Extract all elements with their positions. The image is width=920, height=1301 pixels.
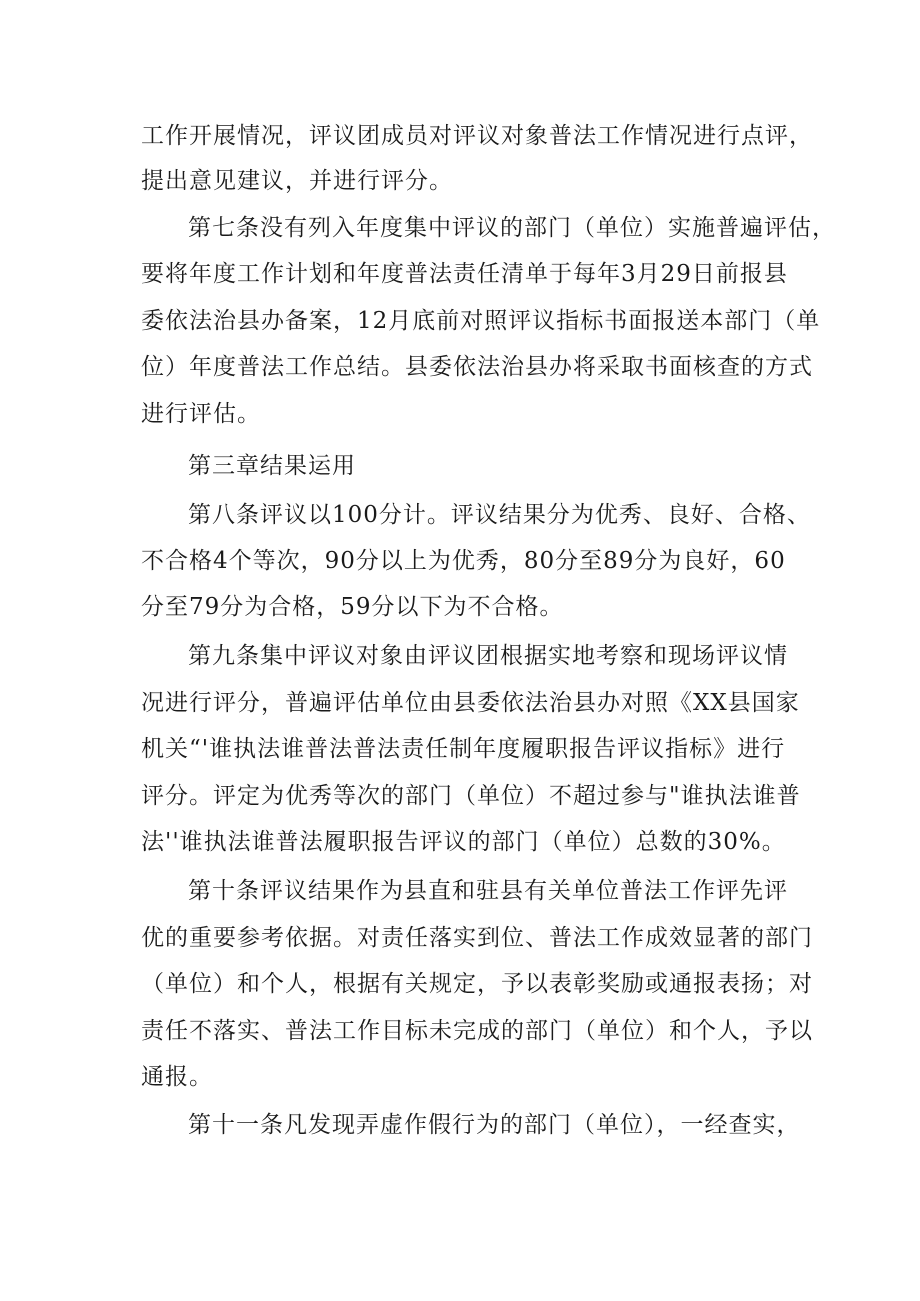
text-line: 工作开展情况，评议团成员对评议对象普法工作情况进行点评， — [141, 123, 813, 149]
paragraph-article-11: 第十一条凡发现弄虚作假行为的部门（单位），一经查实， — [188, 1112, 801, 1138]
paragraph-article-7: 第七条没有列入年度集中评议的部门（单位）实施普遍评估， — [188, 215, 836, 241]
paragraph-article-8: 第八条评议以100分计。评议结果分为优秀、良好、合格、 — [188, 502, 811, 528]
text-line: 责任不落实、普法工作目标未完成的部门（单位）和个人，予以 — [141, 1018, 813, 1044]
text-line: 分至79分为合格，59分以下为不合格。 — [141, 594, 564, 620]
paragraph-article-10: 第十条评议结果作为县直和驻县有关单位普法工作评先评 — [188, 878, 788, 904]
text-line: 要将年度工作计划和年度普法责任清单于每年3月29日前报县 — [141, 261, 788, 287]
text-line: 委依法治县办备案，12月底前对照评议指标书面报送本部门（单 — [141, 308, 821, 334]
text-line: 位）年度普法工作总结。县委依法治县办将采取书面核查的方式 — [141, 354, 813, 380]
text-line: 况进行评分，普遍评估单位由县委依法治县办对照《XX县国家 — [141, 690, 800, 716]
text-line: 提出意见建议，并进行评分。 — [141, 168, 453, 194]
text-line: 通报。 — [141, 1064, 213, 1090]
text-line: 不合格4个等次，90分以上为优秀，80分至89分为良好，60 — [141, 548, 786, 574]
paragraph-article-9: 第九条集中评议对象由评议团根据实地考察和现场评议情 — [188, 643, 788, 669]
chapter-heading: 第三章结果运用 — [188, 453, 356, 479]
text-line: （单位）和个人，根据有关规定，予以表彰奖励或通报表扬；对 — [141, 971, 813, 997]
text-line: 评分。评定为优秀等次的部门（单位）不超过参与"谁执法谁普 — [141, 783, 801, 809]
text-line: 进行评估。 — [141, 401, 261, 427]
text-line: 机关“'谁执法谁普法普法责任制年度履职报告评议指标》进行 — [141, 736, 786, 762]
text-line: 优的重要参考依据。对责任落实到位、普法工作成效显著的部门 — [141, 925, 813, 951]
text-line: 法''谁执法谁普法履职报告评议的部门（单位）总数的30%。 — [141, 829, 786, 855]
